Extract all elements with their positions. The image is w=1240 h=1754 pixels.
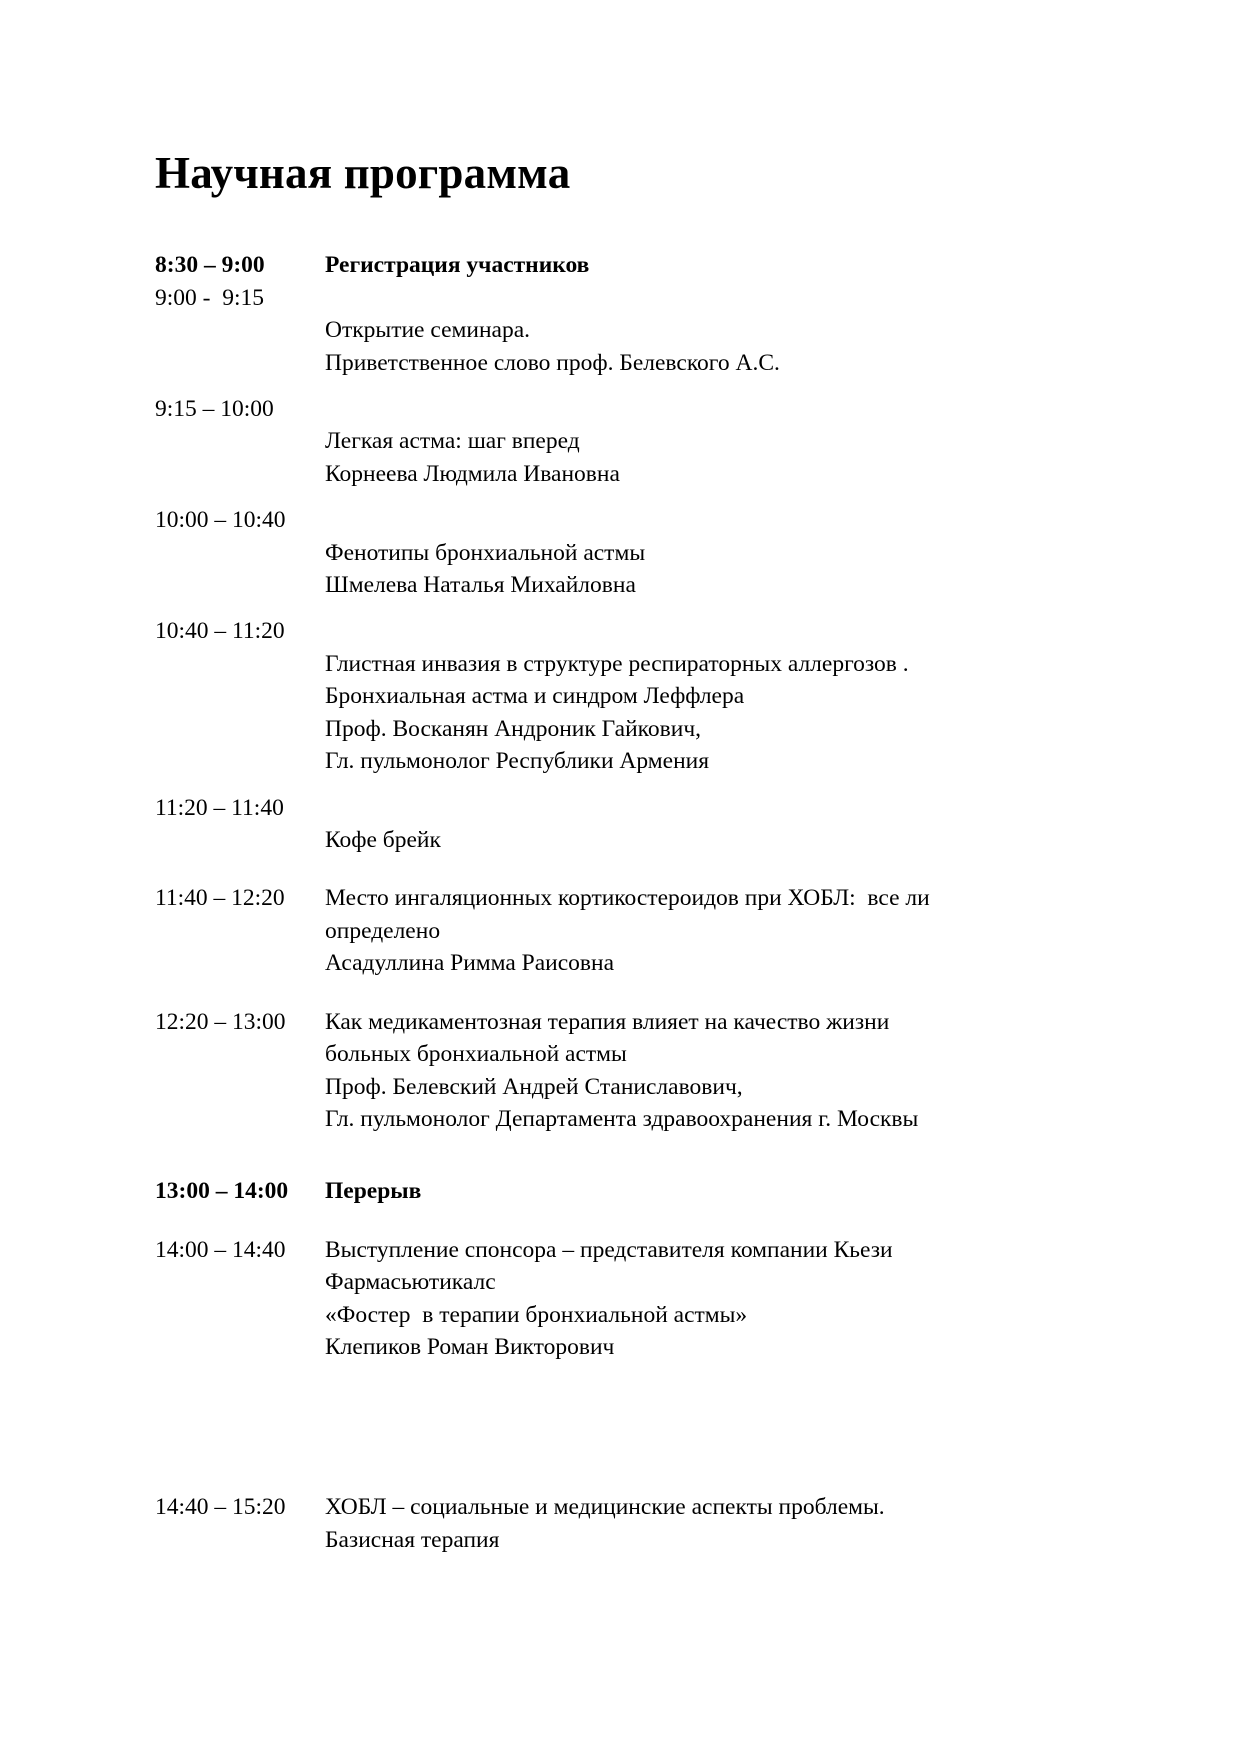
session-time: 10:00 – 10:40 — [155, 507, 286, 534]
session-description-line: ХОБЛ – социальные и медицинские аспекты проблемы. — [325, 1494, 885, 1521]
session-description — [325, 249, 1055, 281]
schedule-spacer — [155, 856, 1055, 882]
session-description-line: «Фостер в терапии бронхиальной астмы» — [325, 1301, 748, 1328]
schedule-spacer — [155, 778, 1055, 792]
session-description — [325, 1175, 1055, 1207]
session-description-line: Базисная терапия — [325, 1526, 500, 1553]
session-description-line: Перерыв — [325, 1178, 422, 1205]
session-time: 14:00 – 14:40 — [155, 1236, 286, 1263]
session-description-line — [325, 393, 1055, 425]
session-description-line — [325, 504, 1055, 536]
session-time: 10:40 – 11:20 — [155, 618, 285, 645]
session-description-line: Корнеева Людмила Ивановна — [325, 460, 620, 487]
session-time: 11:20 – 11:40 — [155, 794, 284, 821]
session-time: 12:20 – 13:00 — [155, 1008, 286, 1035]
session-description — [325, 282, 1055, 379]
session-description — [325, 1234, 1055, 1364]
session-time: 9:15 – 10:00 — [155, 395, 274, 422]
schedule-row — [155, 504, 1055, 601]
schedule-row — [155, 1175, 1055, 1207]
schedule-row — [155, 792, 1055, 857]
schedule-row — [155, 1491, 1055, 1556]
schedule-row — [155, 1006, 1055, 1136]
session-description-line: Асадуллина Римма Раисовна — [325, 950, 615, 977]
session-description-line: Проф. Белевский Андрей Станиславович, — [325, 1073, 743, 1100]
session-description-line: Кофе брейк — [325, 827, 441, 853]
session-time: 9:00 - 9:15 — [155, 284, 265, 311]
session-description-line: Шмелева Наталья Михайловна — [325, 572, 636, 599]
session-description-line: Фармасьютикалс — [325, 1269, 496, 1296]
session-description-line: определено — [325, 917, 441, 944]
schedule-spacer — [155, 490, 1055, 504]
session-description-line: Гл. пульмонолог Республики Армения — [325, 748, 710, 775]
session-description-line — [325, 282, 1055, 314]
session-description — [325, 504, 1055, 601]
session-time: 11:40 – 12:20 — [155, 885, 285, 912]
schedule-row — [155, 393, 1055, 490]
session-description — [325, 792, 1055, 857]
schedule-row — [155, 249, 1055, 281]
schedule-spacer — [155, 601, 1055, 615]
document-content — [155, 150, 1055, 1556]
session-description-line: Клепиков Роман Викторович — [325, 1334, 615, 1361]
session-description-line: Выступление спонсора – представителя компании Кьези — [325, 1236, 893, 1263]
session-description-line: Открытие семинара. — [325, 317, 531, 344]
schedule-spacer — [155, 379, 1055, 393]
session-description-line: Глистная инвазия в структуре респираторных аллергозов . — [325, 650, 909, 677]
session-description-line: Место ингаляционных кортикостероидов при ХОБЛ: все ли — [325, 885, 930, 912]
schedule-spacer — [155, 980, 1055, 1006]
session-time: 8:30 – 9:00 — [155, 252, 265, 279]
session-description — [325, 1006, 1055, 1136]
session-description-line: Как медикаментозная терапия влияет на качество жизни — [325, 1008, 890, 1035]
session-description-line: больных бронхиальной астмы — [325, 1041, 627, 1068]
schedule-spacer — [155, 1208, 1055, 1234]
session-description-line: Гл. пульмонолог Департамента здравоохранения г. Москвы — [325, 1105, 919, 1132]
session-description-line: Регистрация участников — [325, 252, 590, 279]
schedule-row — [155, 282, 1055, 379]
session-time: 13:00 – 14:00 — [155, 1178, 289, 1205]
session-description-line: Легкая астма: шаг вперед — [325, 428, 580, 455]
schedule-spacer — [155, 1135, 1055, 1175]
session-description — [325, 615, 1055, 777]
session-description — [325, 1491, 1055, 1556]
session-description — [325, 393, 1055, 490]
session-description-line: Проф. Восканян Андроник Гайкович, — [325, 715, 702, 742]
session-time: 14:40 – 15:20 — [155, 1494, 286, 1521]
session-description-line: Приветственное слово проф. Белевского А.С. — [325, 349, 780, 376]
schedule-row — [155, 1234, 1055, 1364]
schedule-list — [155, 249, 1055, 1556]
schedule-row — [155, 882, 1055, 979]
session-description — [325, 882, 1055, 979]
schedule-row — [155, 615, 1055, 777]
page-title: Научная программа — [155, 148, 571, 198]
session-description-line: Бронхиальная астма и синдром Леффлера — [325, 683, 745, 710]
schedule-spacer — [155, 1363, 1055, 1491]
session-description-line — [325, 615, 1055, 647]
session-description-line — [325, 792, 1055, 824]
session-description-line: Фенотипы бронхиальной астмы — [325, 539, 646, 566]
